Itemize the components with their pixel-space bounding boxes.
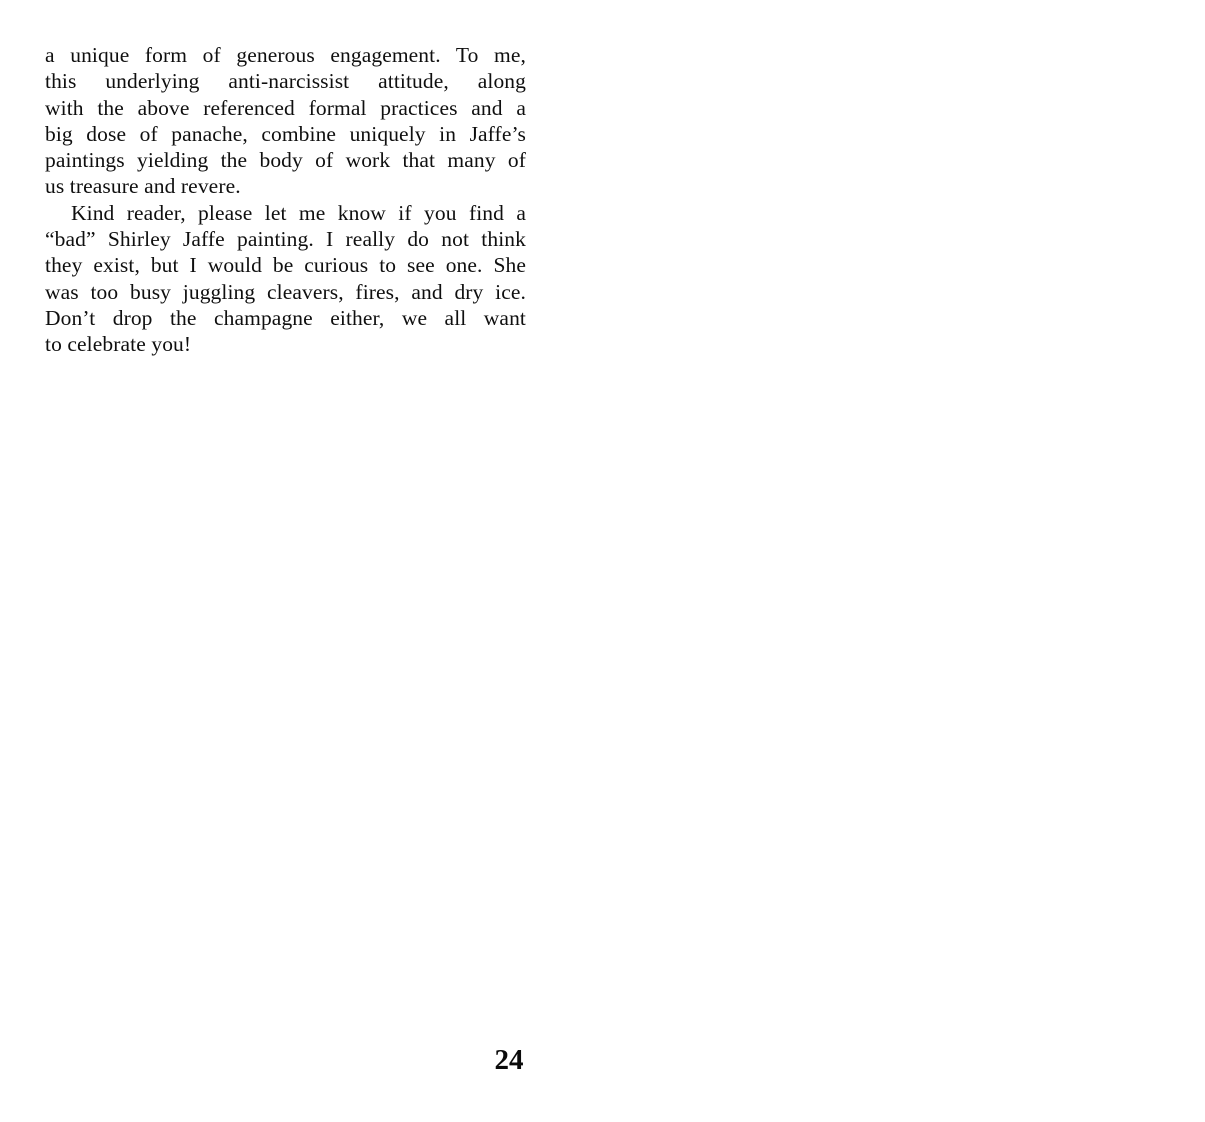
text-line: big dose of panache, combine uniquely in Jaffe’s — [45, 121, 526, 146]
text-line: “bad” Shirley Jaffe painting. I really do not think — [45, 227, 526, 252]
text-line: to celebrate you! — [45, 332, 192, 357]
page-number: 24 — [494, 1044, 524, 1076]
text-line: us treasure and revere. — [45, 174, 241, 199]
text-line: this underlying anti-narcissist attitude, along — [45, 69, 526, 94]
text-line: with the above referenced formal practices and a — [45, 95, 526, 120]
body-text — [45, 42, 526, 358]
text-line: they exist, but I would be curious to see one. She — [45, 253, 526, 278]
text-line: was too busy juggling cleavers, fires, and dry ice. — [45, 279, 526, 304]
text-line: Kind reader, please let me know if you find a — [71, 200, 526, 225]
text-line: Don’t drop the champagne either, we all want — [45, 305, 526, 330]
text-line: paintings yielding the body of work that many of — [45, 148, 526, 173]
text-line: a unique form of generous engagement. To me, — [45, 43, 526, 67]
